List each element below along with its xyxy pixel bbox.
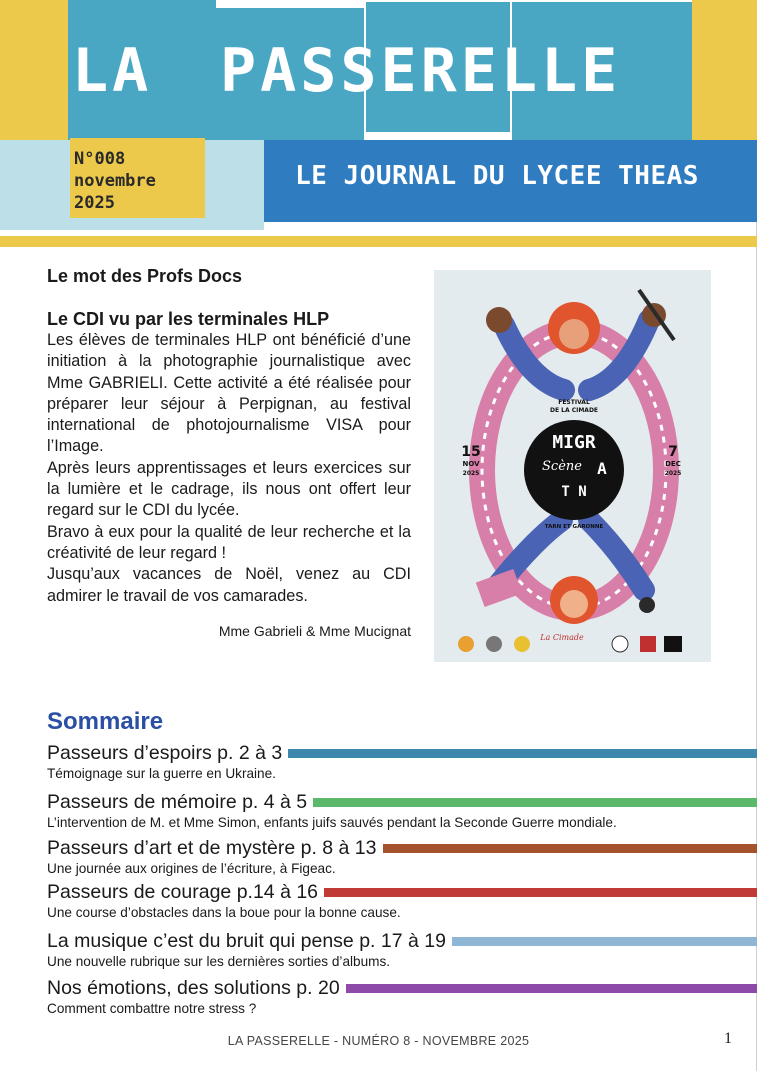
poster-word-tn: T N bbox=[561, 484, 587, 500]
issue-month: novembre bbox=[74, 171, 156, 191]
article-title: Le CDI vu par les terminales HLP bbox=[47, 309, 330, 329]
masthead-divider bbox=[0, 236, 757, 247]
toc-color-bar bbox=[313, 798, 757, 807]
poster-date-start-year: 2025 bbox=[462, 470, 480, 477]
toc-description: L’intervention de M. et Mme Simon, enfants juifs sauvés pendant la Seconde Guerre mondiale. bbox=[47, 815, 617, 830]
hand bbox=[486, 307, 512, 333]
article-body bbox=[47, 330, 411, 607]
poster-date-end-year: 2025 bbox=[664, 470, 682, 477]
toc-color-bar bbox=[452, 937, 757, 946]
sign bbox=[476, 569, 522, 607]
journal-title-la: LA bbox=[72, 36, 153, 106]
toc-label[interactable]: Passeurs d’espoirs p. 2 à 3 bbox=[47, 742, 283, 764]
page-number: 1 bbox=[724, 1030, 732, 1047]
article-paragraph: Jusqu’aux vacances de Noël, venez au CDI admirer le travail de vos camarades. bbox=[47, 565, 411, 605]
toc-item[interactable] bbox=[47, 836, 757, 878]
toc-color-bar bbox=[324, 888, 757, 897]
poster-illustration bbox=[434, 270, 711, 662]
partner-logo bbox=[458, 636, 474, 652]
article-signature: Mme Gabrieli & Mme Mucignat bbox=[218, 623, 411, 639]
toc-head bbox=[47, 880, 757, 904]
poster-festival-line2: DE LA CIMADE bbox=[549, 407, 599, 414]
toc-head bbox=[47, 929, 757, 953]
toc-label[interactable]: Passeurs de courage p.14 à 16 bbox=[47, 881, 319, 903]
poster-region: TARN ET GARONNE bbox=[544, 524, 604, 530]
poster-word-scene: Scène bbox=[542, 459, 582, 474]
toc-head bbox=[47, 976, 757, 1000]
top-head-face bbox=[559, 319, 589, 349]
issue-number: N°008 bbox=[74, 149, 126, 169]
sommaire-title: Sommaire bbox=[47, 708, 164, 735]
journal-subtitle: LE JOURNAL DU LYCEE THEAS bbox=[295, 161, 699, 191]
toc-label[interactable]: Nos émotions, des solutions p. 20 bbox=[47, 977, 340, 999]
partner-logo bbox=[612, 636, 628, 652]
page-footer: LA PASSERELLE - NUMÉRO 8 - NOVEMBRE 2025 bbox=[227, 1034, 530, 1048]
masthead-block bbox=[692, 0, 757, 140]
article-paragraph: Les élèves de terminales HLP ont bénéficié d’une initiation à la photographie journalistique avec Mme GABRIELI. Cette activité a été réalisée pour préparer leur séjour à Perpignan, au festival international de photojournalisme VISA pour l’Image. bbox=[47, 331, 411, 456]
poster-word-migr: MIGR bbox=[552, 432, 596, 453]
poster-word-a: A bbox=[597, 459, 607, 478]
toc-item[interactable] bbox=[47, 741, 757, 783]
partner-logo bbox=[640, 636, 656, 652]
issue-info bbox=[74, 148, 202, 214]
toc-label[interactable]: Passeurs de mémoire p. 4 à 5 bbox=[47, 791, 308, 813]
toc-item[interactable] bbox=[47, 976, 757, 1018]
poster-date-start-month: NOV bbox=[462, 460, 480, 468]
poster-date-end-month: DEC bbox=[665, 460, 681, 468]
toc-color-bar bbox=[346, 984, 757, 993]
toc-item[interactable] bbox=[47, 880, 757, 922]
poster-arc-left: TISSONS bbox=[479, 369, 505, 409]
toc-label[interactable]: Passeurs d’art et de mystère p. 8 à 13 bbox=[47, 837, 377, 859]
toc-color-bar bbox=[383, 844, 757, 853]
toc-item[interactable] bbox=[47, 929, 757, 971]
poster-date-start-day: 15 bbox=[461, 444, 481, 460]
partner-logo bbox=[664, 636, 682, 652]
article-paragraph: Après leurs apprentissages et leurs exercices sur la lumière et le cadrage, ils nous ont offert leur regard sur le CDI du lycée. bbox=[47, 458, 411, 520]
poster-festival-line1: FESTIVAL bbox=[558, 399, 590, 406]
toc-head bbox=[47, 741, 757, 765]
toc-head bbox=[47, 790, 757, 814]
masthead-block bbox=[0, 0, 68, 140]
microphone bbox=[639, 597, 655, 613]
toc-head bbox=[47, 836, 757, 860]
journal-title-passerelle: PASSERELLE bbox=[220, 36, 622, 106]
toc-description: Une nouvelle rubrique sur les dernières sorties d’albums. bbox=[47, 954, 391, 969]
toc-description: Une journée aux origines de l’écriture, à Figeac. bbox=[47, 861, 336, 876]
bottom-face bbox=[560, 590, 588, 618]
toc-item[interactable] bbox=[47, 790, 757, 832]
toc-description: Témoignage sur la guerre en Ukraine. bbox=[47, 766, 276, 781]
issue-year: 2025 bbox=[74, 193, 115, 213]
partner-logo bbox=[514, 636, 530, 652]
masthead bbox=[0, 0, 757, 240]
poster-brand: La Cimade bbox=[540, 633, 584, 642]
toc-color-bar bbox=[288, 749, 757, 758]
partner-logo bbox=[486, 636, 502, 652]
festival-poster bbox=[434, 270, 711, 662]
toc-description: Comment combattre notre stress ? bbox=[47, 1001, 257, 1016]
poster-date-end-day: 7 bbox=[668, 444, 678, 460]
toc-label[interactable]: La musique c’est du bruit qui pense p. 17 à 19 bbox=[47, 930, 446, 952]
section-heading: Le mot des Profs Docs bbox=[47, 266, 243, 286]
toc-description: Une course d’obstacles dans la boue pour la bonne cause. bbox=[47, 905, 401, 920]
article-paragraph: Bravo à eux pour la qualité de leur recherche et la créativité de leur regard ! bbox=[47, 522, 411, 562]
poster-arc-right: DEMAIN bbox=[646, 370, 670, 408]
